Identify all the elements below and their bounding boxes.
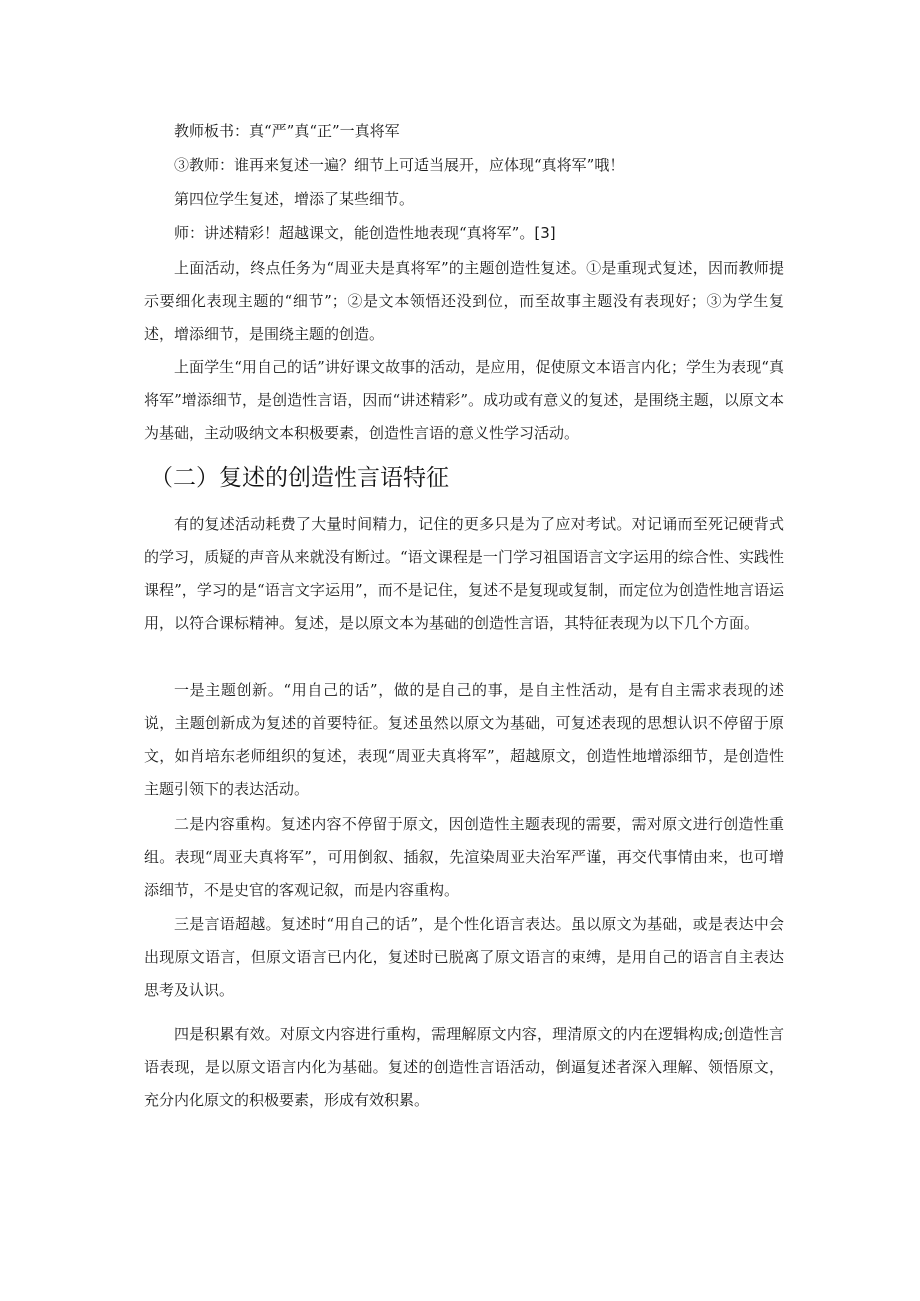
teacher-praise-text: 师：讲述精彩！超越课文，能创造性地表现“真将军”。	[174, 224, 535, 242]
activity-analysis-paragraph: 上面活动，终点任务为“周亚夫是真将军”的主题创造性复述。①是重现式复述，因而教师提示要细化表现主题的“细节”；②是文本领悟还没到位，而至故事主题没有表现好；③为学生复述，增添细节，是围绕主题的创造。	[144, 259, 784, 343]
activity-summary-paragraph: 上面学生“用自己的话”讲好课文故事的活动，是应用，促使原文本语言内化；学生为表现“真将军”增添细节，是创造性言语，因而“讲述精彩”。成功或有意义的复述，是围绕主题，以原文本为基础，主动吸纳文本积极要素，创造性言语的意义性学习活动。	[144, 358, 784, 442]
student-retell-line: 第四位学生复述，增添了某些细节。	[174, 190, 415, 208]
body-paragraph-accumulation: 四是积累有效。对原文内容进行重构，需理解原文内容，理清原文的内在逻辑构成;创造性言语表现，是以原文语言内化为基础。复述的创造性言语活动，倒逼复述者深入理解、领悟原文，充分内化原文的积极要素，形成有效积累。	[144, 1025, 784, 1109]
citation-mark: [3]	[534, 224, 556, 242]
body-paragraph-intro: 有的复述活动耗费了大量时间精力，记住的更多只是为了应对考试。对记诵而至死记硬背式的学习，质疑的声音从来就没有断过。“语文课程是一门学习祖国语言文字运用的综合性、实践性课程”，学习的是“语言文字运用”，而不是记住，复述不是复现或复制，而定位为创造性地言语运用，以符合课标精神。复述，是以原文本为基础的创造性言语，其特征表现为以下几个方面。	[144, 515, 784, 632]
board-writing-line: 教师板书：真“严”真“正”一真将军	[174, 122, 400, 140]
body-paragraph-language: 三是言语超越。复述时“用自己的话”，是个性化语言表达。虽以原文为基础，或是表达中会出现原文语言，但原文语言已内化，复述时已脱离了原文语言的束缚，是用自己的语言自主表达思考及认识。	[144, 915, 784, 999]
teacher-praise-line	[174, 223, 556, 243]
body-paragraph-content: 二是内容重构。复述内容不停留于原文，因创造性主题表现的需要，需对原文进行创造性重组。表现“周亚夫真将军”，可用倒叙、插叙，先渲染周亚夫治军严谨，再交代事情由来，也可增添细节，不是史官的客观记叙，而是内容重构。	[144, 815, 784, 899]
teacher-prompt-line: ③教师：谁再来复述一遍？细节上可适当展开，应体现“真将军”哦！	[174, 156, 625, 174]
body-paragraph-theme: 一是主题创新。“用自己的话”，做的是自己的事，是自主性活动，是有自主需求表现的述说，主题创新成为复述的首要特征。复述虽然以原文为基础，可复述表现的思想认识不停留于原文，如肖培东老师组织的复述，表现“周亚夫真将军”，超越原文，创造性地增添细节，是创造性主题引领下的表达活动。	[144, 681, 784, 798]
section-heading: （二）复述的创造性言语特征	[150, 465, 449, 491]
